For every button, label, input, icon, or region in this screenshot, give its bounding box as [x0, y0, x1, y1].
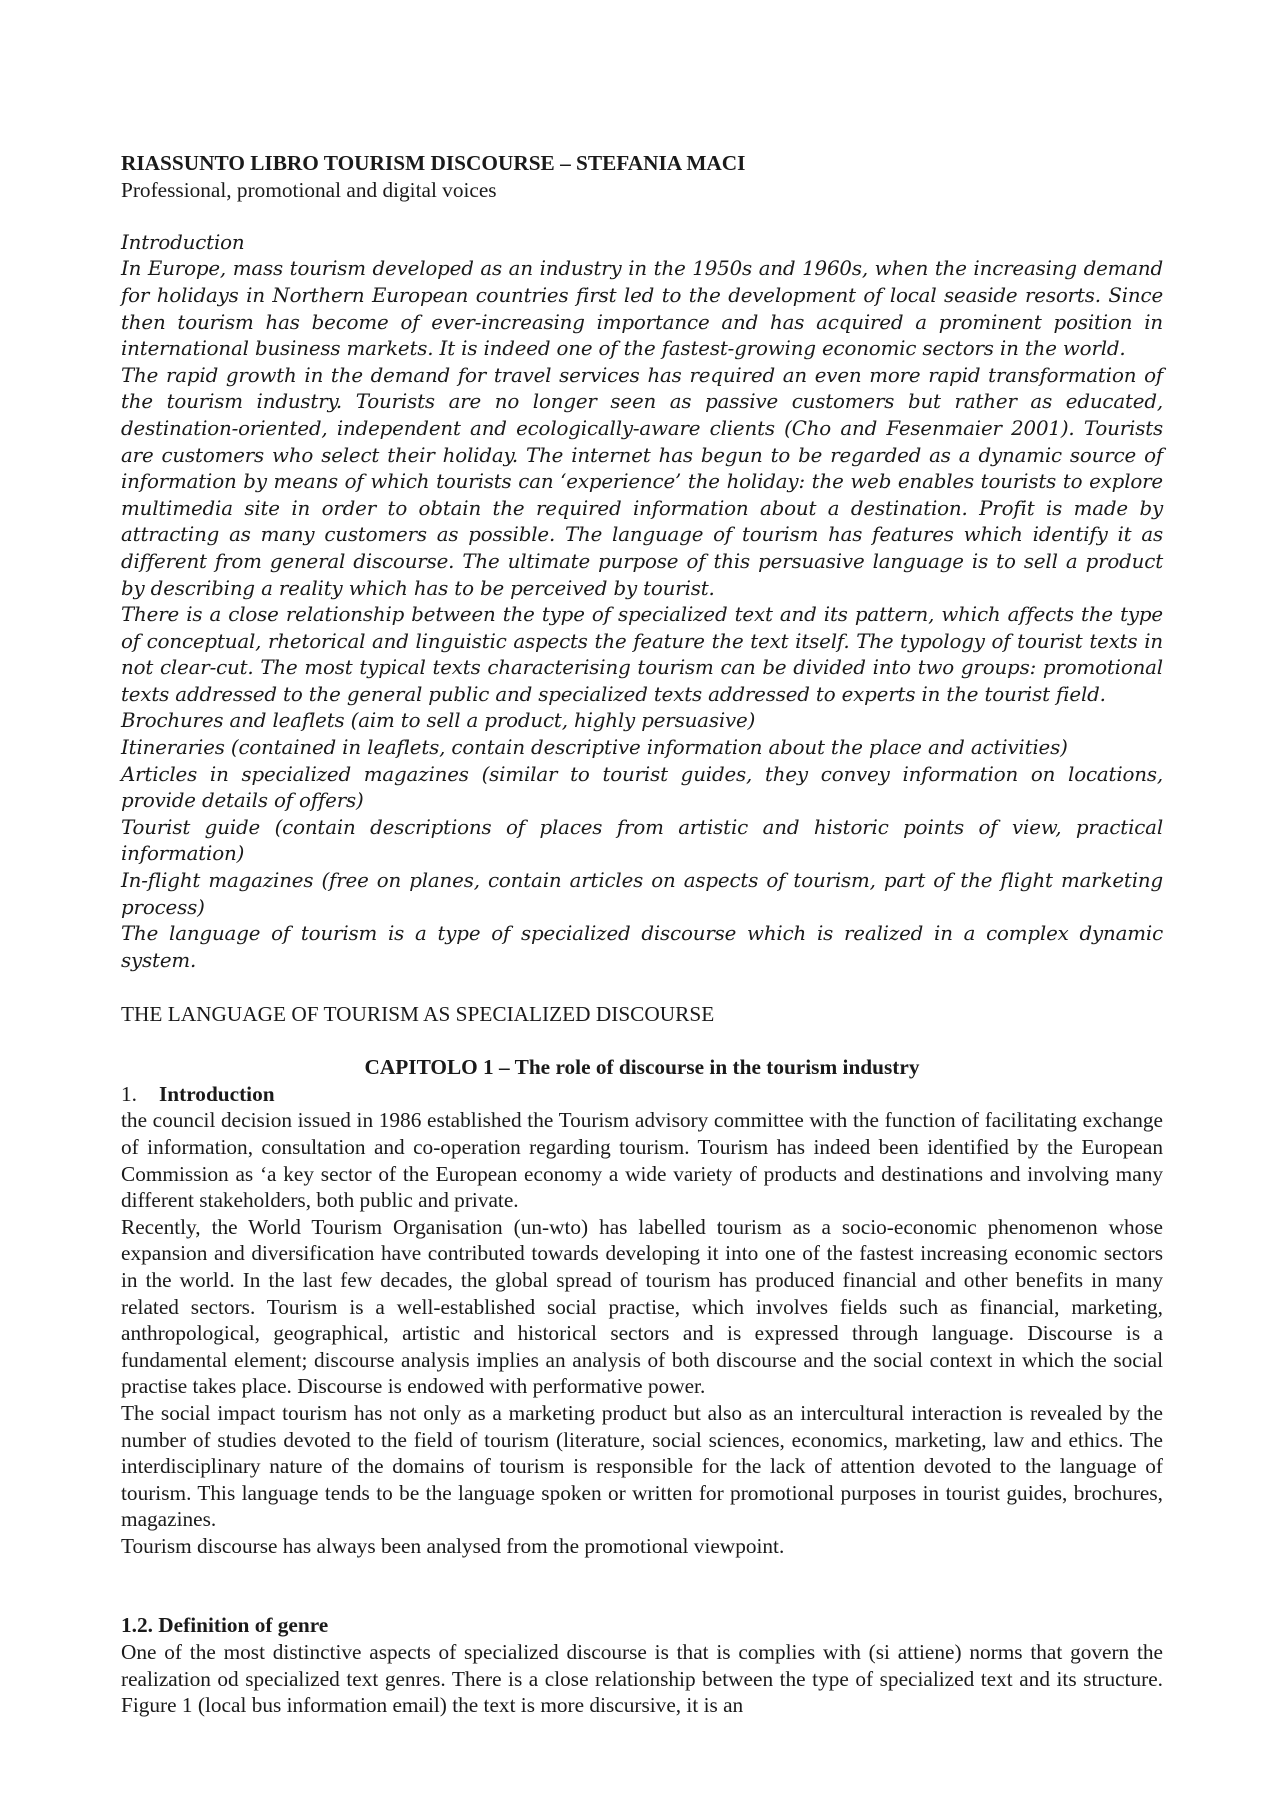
text-type-inflight-magazines: In-flight magazines (free on planes, contain articles on aspects of tourism, part of the flight marketing process): [121, 869, 1163, 919]
chapter-title: CAPITOLO 1 – The role of discourse in the tourism industry: [364, 1055, 920, 1080]
intro-closing-sentence: The language of tourism is a type of specialized discourse which is realized in a complex dynamic system.: [121, 922, 1163, 972]
genre-paragraph: One of the most distinctive aspects of specialized discourse is that is complies with (si attiene) norms that govern the realization od specialized text genres. There is a close relationship between the type of specialized text and its structure. Figure 1 (local bus information email) the text is more discursive, it is an: [121, 1640, 1163, 1718]
intro-paragraph-1: In Europe, mass tourism developed as an industry in the 1950s and 1960s, when the increasing demand for holidays in Northern European countries first led to the development of local seaside resorts. Since then tourism has become of ever-increasing importance and has acquired a prominent position in international business markets. It is indeed one of the fastest-growing economic sectors in the world.: [121, 257, 1163, 361]
subsection-heading-text: Introduction: [159, 1081, 275, 1106]
subsection-number: 1.: [121, 1081, 137, 1106]
chapter-paragraph-2: Recently, the World Tourism Organisation (un-wto) has labelled tourism as a socio-economic phenomenon whose expansion and diversification have contributed towards developing it into one of the fastest increasing economic sectors in the world. In the last few decades, the global spread of tourism has produced financial and other benefits in many related sectors. Tourism is a well-established social practise, which involves fields such as financial, marketing, anthropological, geographical, artistic and historical sectors and is expressed through language. Discourse is a fundamental element; discourse analysis implies an analysis of both discourse and the social context in which the social practise takes place. Discourse is endowed with performative power.: [121, 1214, 1163, 1399]
subsection-heading-2: 1.2. Definition of genre: [121, 1613, 329, 1638]
document-page: [121, 150, 1163, 1719]
section-title: THE LANGUAGE OF TOURISM AS SPECIALIZED DISCOURSE: [121, 1002, 715, 1026]
intro-heading: Introduction: [121, 230, 245, 254]
document-subtitle: Professional, promotional and digital voices: [121, 177, 497, 202]
intro-paragraph-2: The rapid growth in the demand for travel services has required an even more rapid transformation of the tourism industry. Tourists are no longer seen as passive customers but rather as educated, destination-oriented, independent and ecologically-aware clients (Cho and Fesenmaier 2001). Tourists are customers who select their holiday. The internet has begun to be regarded as a dynamic source of information by means of which tourists can ‘experience’ the holiday: the web enables tourists to explore multimedia site in order to obtain the required information about a destination. Profit is made by attracting as many customers as possible. The language of tourism has features which identify it as different from general discourse. The ultimate purpose of this persuasive language is to sell a product by describing a reality which has to be perceived by tourist.: [121, 363, 1163, 600]
subsection-heading-1: [121, 1081, 1163, 1108]
chapter-paragraph-4: Tourism discourse has always been analysed from the promotional viewpoint.: [121, 1533, 785, 1558]
text-type-tourist-guide: Tourist guide (contain descriptions of places from artistic and historic points of view, practical information): [121, 815, 1163, 866]
text-type-brochures: Brochures and leaflets (aim to sell a product, highly persuasive): [121, 709, 756, 733]
intro-paragraph-3: There is a close relationship between the type of specialized text and its pattern, which affects the type of conceptual, rhetorical and linguistic aspects the feature the text itself. The typology of tourist texts in not clear-cut. The most typical texts characterising tourism can be divided into two groups: promotional texts addressed to the general public and specialized texts addressed to experts in the tourist field.: [121, 603, 1163, 706]
document-title: RIASSUNTO LIBRO TOURISM DISCOURSE – STEFANIA MACI: [121, 151, 746, 175]
text-type-itineraries: Itineraries (contained in leaflets, contain descriptive information about the place and activities): [121, 736, 1068, 760]
text-type-articles: Articles in specialized magazines (similar to tourist guides, they convey information on locations, provide details of offers): [121, 762, 1163, 813]
chapter-paragraph-3: The social impact tourism has not only as a marketing product but also as an intercultural interaction is revealed by the number of studies devoted to the field of tourism (literature, social sciences, economics, marketing, law and ethics. The interdisciplinary nature of the domains of tourism is responsible for the lack of attention devoted to the language of tourism. This language tends to be the language spoken or written for promotional purposes in tourist guides, brochures, magazines.: [121, 1400, 1163, 1532]
chapter-paragraph-1: the council decision issued in 1986 established the Tourism advisory committee with the function of facilitating exchange of information, consultation and co-operation regarding tourism. Tourism has indeed been identified by the European Commission as ‘a key sector of the European economy a wide variety of products and destinations and involving many different stakeholders, both public and private.: [121, 1108, 1163, 1213]
